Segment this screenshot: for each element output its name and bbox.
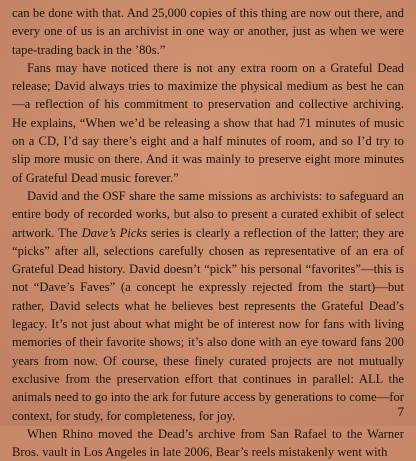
series-title-daves-picks: Dave’s Picks bbox=[81, 225, 148, 240]
body-text bbox=[12, 4, 404, 461]
paragraph-1 bbox=[12, 4, 404, 59]
paragraph-1-text: can be done with that. And 25,000 copies of this thing are now out there, and every one of us is an archivist in one way or another, just as when we were tape-trading back in the ’80s.” bbox=[12, 6, 404, 57]
paragraph-3-text-b: series is clearly a reflection of the latter; they are “picks” after all, selections carefully chosen as representative of an era of Grateful Dead history. David doesn’t “pick” his personal “favorites”—this is not “Dave’s Faves” (a concept he expressly rejected from the start)—but rather, David selects what he believes best represents the Grateful Dead’s legacy. It’s not just about what might be of interest now for fans with living memories of their favorite shows; it’s also done with an eye toward fans 200 years from now. Of course, these finely curated projects are not mutually exclusive from the preservation effort that continues in parallel: ALL the animals need to go into the ark for future access by generations to come—for context, for study, for completeness, for joy. bbox=[12, 225, 404, 423]
paragraph-4 bbox=[12, 425, 404, 461]
paragraph-3-text-a: David and the OSF share the same missions as archivists: to safeguard an entire body of recorded works, but also to present a curated exhibit of select artwork. The bbox=[12, 188, 404, 240]
paragraph-2-text: Fans may have noticed there is not any extra room on a Grateful Dead release; David always tries to maximize the physical medium as best he can—a reflection of his commitment to preservation and collective archiving. He explains, “When we’d be releasing a show that had 71 minutes of music on a CD, I’d say there’s eight and a half minutes of room, and so I’d try to slip more music on there. And it was mainly to preserve eight more minutes of Grateful Dead music forever.” bbox=[12, 60, 404, 185]
paragraph-2 bbox=[12, 59, 404, 187]
paragraph-3 bbox=[12, 187, 404, 425]
page-number: 7 bbox=[397, 404, 404, 419]
paragraph-4-text: When Rhino moved the Dead’s archive from San Rafael to the Warner Bros. vault in Los Angeles in late 2006, Bear’s reels mistakenly went with bbox=[12, 426, 404, 460]
